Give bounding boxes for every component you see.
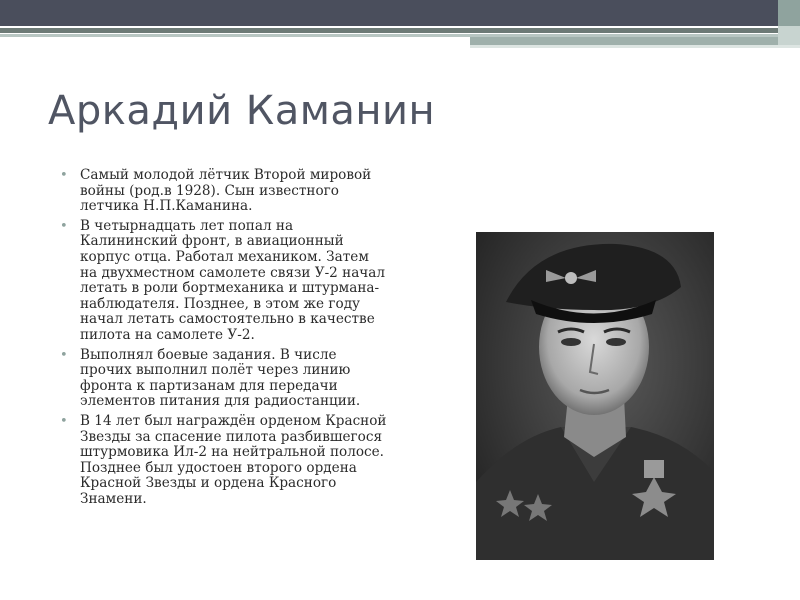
- slide-title: Аркадий Каманин: [48, 88, 436, 134]
- bullet-item: • В 14 лет был награждён орденом Красной Звезды за спасение пилота разбившегося штурмовика Ил-2 на нейтральной полосе. Позднее был удостоен второго ордена Красной Звезды и ордена Красного Знамени.: [60, 414, 390, 508]
- portrait-photo: [476, 232, 714, 560]
- header-accent-strip: [470, 37, 778, 45]
- header-bar: [0, 0, 778, 26]
- bullet-list: [60, 168, 390, 511]
- header-rule-dark: [0, 28, 778, 33]
- header-accent-block: [778, 26, 800, 45]
- bullet-item: • В четырнадцать лет попал на Калининский фронт, в авиационный корпус отца. Работал механиком. Затем на двухместном самолете связи У-2 начал летать в роли бортмеханика и штурмана-наблюдателя. Позднее, в этом же году начал летать самостоятельно в качестве пилота на самолете У-2.: [60, 219, 390, 344]
- header-accent-thin: [470, 45, 800, 48]
- header-bar-accent: [778, 0, 800, 26]
- portrait-illustration: [476, 232, 714, 560]
- bullet-item: • Выполнял боевые задания. В числе прочих выполнил полёт через линию фронта к партизанам для передачи элементов питания для радиостанции.: [60, 348, 390, 410]
- bullet-item: • Самый молодой лётчик Второй мировой войны (род.в 1928). Сын известного летчика Н.П.Каманина.: [60, 168, 390, 215]
